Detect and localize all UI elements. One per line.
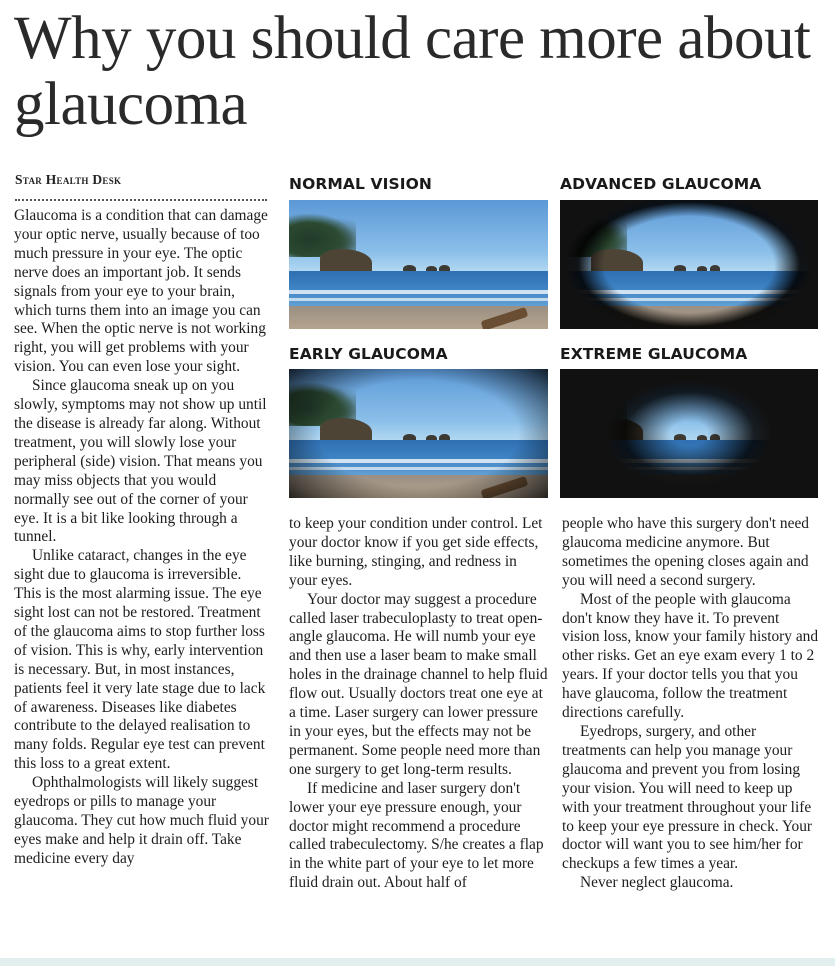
panel-label-advanced-glaucoma: ADVANCED GLAUCOMA — [560, 175, 762, 193]
paragraph: Most of the people with glaucoma don't know they have it. To prevent vision loss, know your family history and other risks. Get an eye exam every 1 to 2 years. If your doctor tells you that you have glaucoma, follow the treatment directions carefully. — [562, 590, 819, 722]
byline: Star Health Desk — [15, 172, 122, 187]
panel-label-extreme-glaucoma: EXTREME GLAUCOMA — [560, 345, 748, 363]
headline: Why you should care more about glaucoma — [14, 5, 811, 138]
paragraph: people who have this surgery don't need glaucoma medicine anymore. But sometimes the opening closes again and you will need a second surgery. — [562, 515, 809, 589]
paragraph: Your doctor may suggest a procedure called laser trabeculoplasty to treat open-angle glaucoma. He will numb your eye and then use a laser beam to make small holes in the drainage channel to help fluid flow out. Usually doctors treat one eye at a time. Laser surgery can lower pressure in your eyes, but the effects may not be permanent. Some people need more than one surgery to get long-term results. — [289, 590, 548, 778]
paragraph: If medicine and laser surgery don't lower your eye pressure enough, your doctor might recommend a procedure called trabeculectomy. S/he creates a flap in the white part of your eye to let more fluid drain out. About half of — [289, 779, 544, 892]
page-bottom-band — [0, 958, 835, 966]
paragraph: Since glaucoma sneak up on you slowly, symptoms may not show up until the disease is already far along. Without treatment, you will slowly lose your peripheral (side) vision. That means you may miss objects that you would normally see out of the corner of your eye. It is a bit like looking through a tunnel. — [14, 377, 267, 546]
advanced-glaucoma-image — [560, 200, 818, 329]
extreme-glaucoma-image — [560, 369, 818, 498]
paragraph: Unlike cataract, changes in the eye sight due to glaucoma is irreversible. This is the most alarming issue. The eye sight lost can not be restored. Treatment of the glaucoma aims to stop further loss of vision. This is why, early intervention is necessary. But, in most instances, patients feel it very late stage due to lack of awareness. Diseases like diabetes contribute to the delayed realisation to many folds. Regular eye test can prevent this loss to a great extent. — [14, 547, 266, 773]
paragraph: Glaucoma is a condition that can damage your optic nerve, usually because of too much pressure in your eye. The optic nerve does an important job. It sends signals from your eye to your brain, which turns them into an image you can see. When the optic nerve is not working right, you will get problems with your vision. You can even lose your sight. — [14, 207, 268, 376]
paragraph: to keep your condition under control. Let your doctor know if you get side effects, like burning, stinging, and redness in your eyes. — [289, 515, 543, 589]
paragraph: Never neglect glaucoma. — [580, 874, 734, 892]
normal-vision-image — [289, 200, 548, 329]
paragraph: Eyedrops, surgery, and other treatments can help you manage your glaucoma and prevent you from losing your vision. You will need to keep up with your treatment throughout your life to keep your eye pressure in check. Your doctor will want you to see him/her for checkups a few times a year. — [562, 722, 813, 873]
dotted-divider — [15, 199, 267, 201]
early-glaucoma-image — [289, 369, 548, 498]
paragraph: Ophthalmologists will likely suggest eyedrops or pills to manage your glaucoma. They cut how much fluid your eyes make and help it drain off. Take medicine every day — [14, 774, 269, 867]
panel-label-early-glaucoma: EARLY GLAUCOMA — [289, 345, 448, 363]
article-column-2 — [289, 515, 548, 893]
article-column-3 — [562, 515, 820, 893]
article-column-1 — [14, 207, 272, 869]
panel-label-normal-vision: NORMAL VISION — [289, 175, 432, 193]
